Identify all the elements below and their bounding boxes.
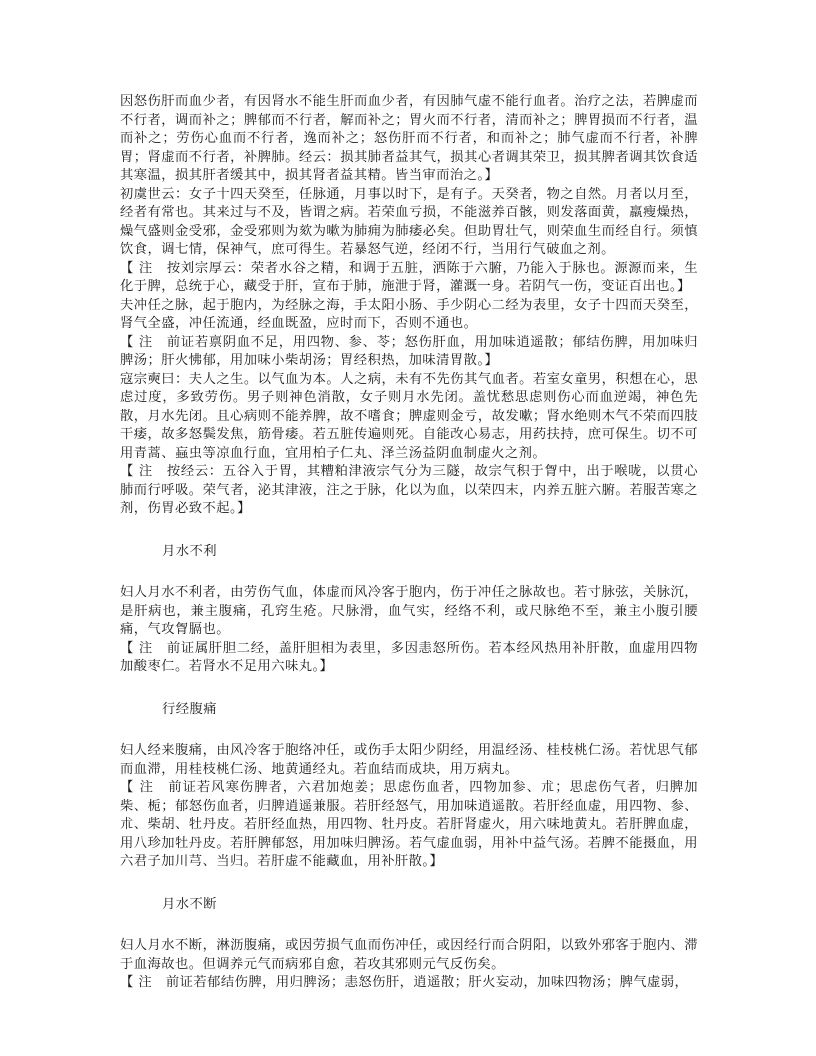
section-title-irregular-menses: 月水不利 — [162, 543, 217, 559]
note-liu-zonghou: 【 注 按刘宗厚云：荣者水谷之精，和调于五脏，洒陈于六腑，乃能入于脉也。源源而来，生化于脾，总统于心，藏受于肝，宣布于肺，施泄于肾，灌溉一身。若阴气一伤，变证百出也。】 — [120, 260, 698, 294]
note-five-grains: 【 注 按经云：五谷入于胃，其糟粕津液宗气分为三隧，故宗气积于胷中，出于喉咙，以贯心肺而行呼吸。荣气者，泌其津液，注之于脉，化以为血，以荣四末，内养五脏六腑。若服苦寒之剂，伤胃必致不起。】 — [120, 464, 698, 516]
section-body-irregular-menses: 妇人月水不利者，由劳伤气血，体虚而风冷客于胞内，伤于冲任之脉故也。若寸脉弦，关脉沉，是肝病也，兼主腹痛，孔窍生疮。尺脉滑，血气实，经络不利，或尺脉绝不至，兼主小腹引腰痛，气攻胷膈也。 — [120, 585, 698, 637]
section-title-continuous-menses: 月水不断 — [162, 896, 217, 912]
section-body-menstrual-pain: 妇人经来腹痛，由风冷客于胞络冲任，或伤手太阳少阴经，用温经汤、桂枝桃仁汤。若忧思气郁而血滞，用桂枝桃仁汤、地黄通经丸。若血结而成块，用万病丸。 — [120, 743, 698, 777]
intro-paragraph-kou-zongshi: 寇宗奭曰：夫人之生。以气血为本。人之病，未有不先伤其气血者。若室女童男，积想在心，思虑过度，多致劳伤。男子则神色消散，女子则月水先闭。盖忧愁思虑则伤心而血逆竭，神色先散，月水先闭。且心病则不能养脾，故不嗜食；脾虚则金亏，故发嗽；肾水绝则木气不荣而四肢干痿，故多怒鬓发焦，筋骨痿。若五脏传遍则死。自能改心易志，用药扶持，庶可保生。切不可用青蒿、蝱虫等凉血行血，宜用柏子仁丸、泽兰汤益阴血制虚火之剂。 — [120, 371, 698, 461]
section-note-irregular-menses: 【 注 前证属肝胆二经，盖肝胆相为表里，多因恚怒所伤。若本经风热用补肝散，血虚用四物加酸枣仁。若肾水不足用六味丸。】 — [120, 640, 698, 674]
intro-paragraph-treatment: 因怒伤肝而血少者，有因肾水不能生肝而血少者，有因肺气虚不能行血者。治疗之法，若脾虚而不行者，调而补之；脾郁而不行者，解而补之；胃火而不行者，清而补之；脾胃损而不行者，温而补之；劳伤心血而不行者，逸而补之；怒伤肝而不行者，和而补之；肺气虚而不行者，补脾胃；肾虚而不行者，补脾肺。经云：损其肺者益其气，损其心者调其荣卫，损其脾者调其饮食适其寒温，损其肝者缓其中，损其肾者益其精。皆当审而治之。】 — [120, 94, 698, 183]
section-note-continuous-menses: 【 注 前证若郁结伤脾，用归脾汤；恚怒伤肝，逍遥散；肝火妄动，加味四物汤；脾气虚弱， — [120, 975, 689, 990]
section-body-continuous-menses: 妇人月水不断，淋沥腹痛，或因劳损气血而伤冲任，或因经行而合阴阳，以致外邪客于胞内、滞于血海故也。但调养元气而病邪自愈，若攻其邪则元气反伤矣。 — [120, 938, 698, 972]
note-deficiency-treatment: 【 注 前证若禀阴血不足，用四物、参、苓；怒伤肝血，用加味逍遥散；郁结伤脾，用加味归脾汤；肝火怫郁，用加味小柴胡汤；胃经积热，加味清胃散。】 — [120, 334, 698, 368]
section-note-menstrual-pain: 【 注 前证若风寒伤脾者，六君加炮姜；思虑伤血者，四物加参、朮；思虑伤气者，归脾加柴、栀；郁怒伤血者，归脾逍遥兼服。若肝经怒气，用加味逍遥散。若肝经血虚，用四物、参、朮、柴胡、牡丹皮。若肝经血热，用四物、牡丹皮。若肝肾虚火，用六味地黄丸。若肝脾血虚，用八珍加牡丹皮。若肝脾郁怒，用加味归脾汤。若气虚血弱，用补中益气汤。若脾不能摄血，用六君子加川芎、当归。若肝虚不能藏血，用补肝散。】 — [120, 780, 698, 869]
document-page — [120, 93, 698, 993]
intro-paragraph-chong-ren: 夫冲任之脉，起于胞内，为经脉之海，手太阳小肠、手少阴心二经为表里，女子十四而天癸至，肾气全盛，冲任流通，经血既盈，应时而下，否则不通也。 — [120, 297, 698, 331]
intro-paragraph-chu-yushi: 初虞世云：女子十四天癸至，任脉通，月事以时下，是有子。天癸者，物之自然。月者以月至，经者有常也。其来过与不及，皆谓之病。若荣血亏损，不能滋养百骸，则发落面黄，羸瘦燥热，燥气盛则金受邪，金受邪则为欬为嗽为肺痈为肺痿必矣。但助胃壮气，则荣血生而经自行。须慎饮食，调七情，保神气，庶可得生。若暴怒气逆，经闭不行，当用行气破血之剂。 — [120, 186, 698, 257]
section-title-menstrual-pain: 行经腹痛 — [162, 701, 217, 717]
